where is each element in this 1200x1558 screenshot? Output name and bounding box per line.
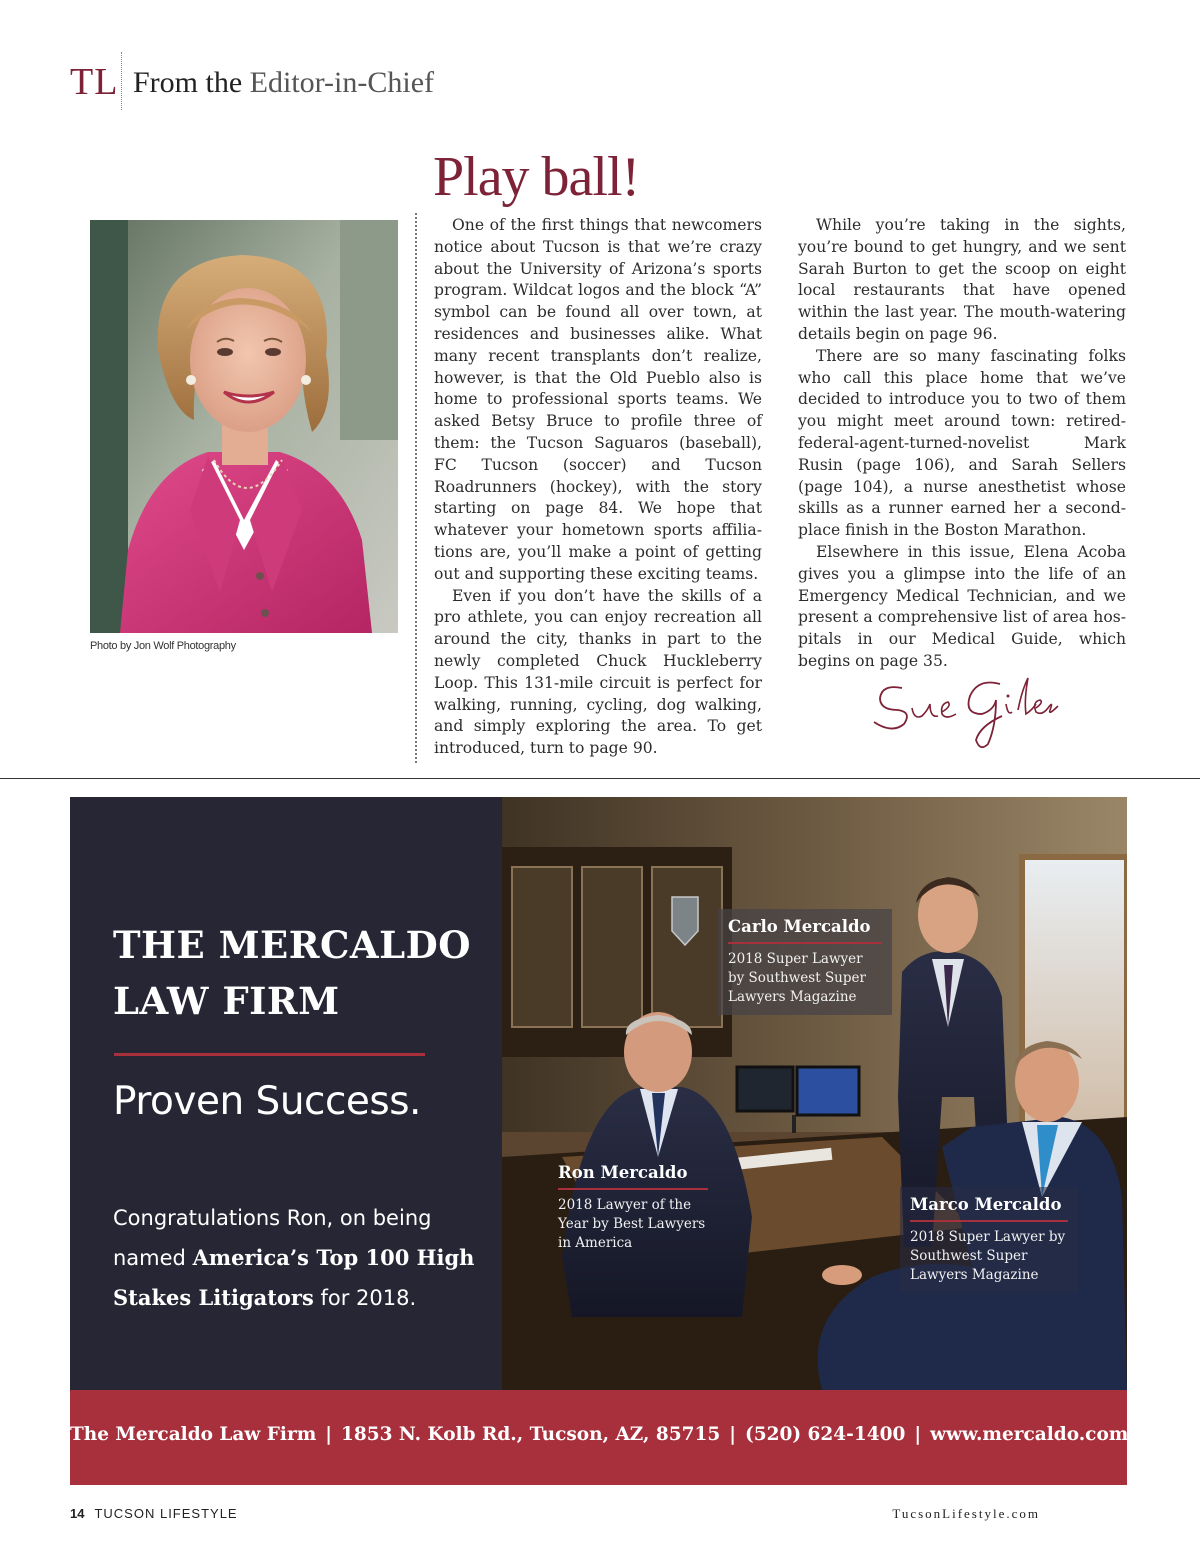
ad-title-line-2: LAW FIRM xyxy=(113,979,340,1023)
article-column-1 xyxy=(434,215,762,760)
section-title xyxy=(133,66,434,100)
signature-graphic xyxy=(872,670,1062,760)
callout-award: 2018 Super Lawyer by Southwest Super Lawyers Magazine xyxy=(910,1229,1066,1283)
editor-signature xyxy=(872,670,1062,764)
firm-website[interactable]: www.mercaldo.com xyxy=(930,1424,1129,1445)
article-paragraph: There are so many fascinating folks who call this place home that we’ve decided to introduce you to two of them you might meet around town: retired-federal-agent-turned-novelist Mark Rusin (page 106), and Sarah Sellers (page 104), a nurse anesthetist whose skills as a runner earned her a second-place finish in the Boston Marathon. xyxy=(798,346,1126,540)
page-divider xyxy=(0,778,1200,779)
section-title-a: From the xyxy=(133,66,243,99)
ad-contact-line xyxy=(70,1424,1127,1445)
callout-marco xyxy=(900,1187,1078,1293)
firm-phone[interactable]: (520) 624-1400 xyxy=(744,1424,906,1445)
header-divider xyxy=(121,52,122,110)
section-title-b: Editor-in-Chief xyxy=(249,66,435,99)
ad-tagline: Proven Success. xyxy=(113,1079,421,1124)
article-paragraph: Elsewhere in this issue, Elena Acoba gives you a glimpse into the life of an Emergency Medical Technician, and we present a comprehensive list of area hospitals in our Medical Guide, which begins on page 35. xyxy=(798,542,1126,670)
portrait-illustration xyxy=(90,220,398,633)
separator: | xyxy=(914,1424,922,1445)
editor-portrait xyxy=(90,220,398,633)
ad-text-panel xyxy=(70,797,502,1390)
firm-address: 1853 N. Kolb Rd., Tucson, AZ, 85715 xyxy=(341,1424,721,1445)
callout-name: Marco Mercaldo xyxy=(910,1195,1062,1214)
callout-award: 2018 Super Lawyer by Southwest Super Lawyers Magazine xyxy=(728,951,866,1005)
separator: | xyxy=(325,1424,332,1445)
congrats-text: Congratulations Ron, on being named xyxy=(113,1206,432,1270)
photo-credit: Photo by Jon Wolf Photography xyxy=(90,640,236,652)
article-column-2 xyxy=(798,215,1126,673)
magazine-monogram: TL xyxy=(70,61,119,103)
page-folio xyxy=(70,1506,238,1521)
law-firm-advertisement xyxy=(70,797,1127,1485)
article-paragraph: While you’re taking in the sights, you’re bound to get hungry, and we sent Sarah Burton to get the scoop on eight local restaurants that have opened within the last year. The mouth-watering details begin on page 96. xyxy=(798,216,1126,343)
ad-firm-title xyxy=(113,917,493,1029)
office-scene-illustration xyxy=(502,797,1127,1390)
ad-title-rule xyxy=(114,1053,425,1056)
ad-congratulations xyxy=(113,1199,493,1318)
callout-award: 2018 Lawyer of the Year by Best Lawyers in America xyxy=(558,1197,706,1251)
callout-ron xyxy=(548,1155,718,1261)
column-divider xyxy=(415,213,417,763)
separator: | xyxy=(729,1424,736,1445)
congrats-suffix: for 2018. xyxy=(313,1286,417,1310)
article-paragraph: One of the first things that newcomers notice about Tucson is that we’re crazy about the University of Arizona’s sports program. Wildcat logos and the block “A” symbol can be found all over town, at residences and businesses alike. What many recent transplants don’t realize, however, is that the Old Pueblo also is home to professional sports teams. We asked Betsy Bruce to profile three of them: the Tucson Saguaros (baseball), FC Tucson (soccer) and Tucson Roadrunners (hockey), with the story starting on page 84. We hope that whatever your hometown sports affiliations are, you’ll make a point of getting out and supporting these exciting teams. xyxy=(434,216,762,583)
callout-name: Ron Mercaldo xyxy=(558,1163,688,1182)
ad-title-line-1: THE MERCALDO xyxy=(113,923,471,967)
article-paragraph: Even if you don’t have the skills of a pro athlete, you can enjoy recreation all around the city, thanks in part to the newly completed Chuck Huckleberry Loop. This 131-mile circuit is perfect for walking, running, cycling, dog walking, and simply exploring the area. To get introduced, turn to page 90. xyxy=(434,586,762,758)
page-number: 14 xyxy=(70,1506,85,1521)
callout-carlo xyxy=(718,909,892,1015)
publication-website[interactable]: TucsonLifestyle.com xyxy=(892,1506,1040,1521)
congrats-highlight: America’s Top 100 High Stakes Litigators xyxy=(113,1245,475,1310)
ad-contact-bar xyxy=(70,1390,1127,1485)
callout-name: Carlo Mercaldo xyxy=(728,917,871,936)
publication-name: TUCSON LIFESTYLE xyxy=(94,1506,238,1521)
ad-office-photo xyxy=(502,797,1127,1390)
firm-name: The Mercaldo Law Firm xyxy=(70,1424,317,1445)
article-headline: Play ball! xyxy=(433,146,640,208)
